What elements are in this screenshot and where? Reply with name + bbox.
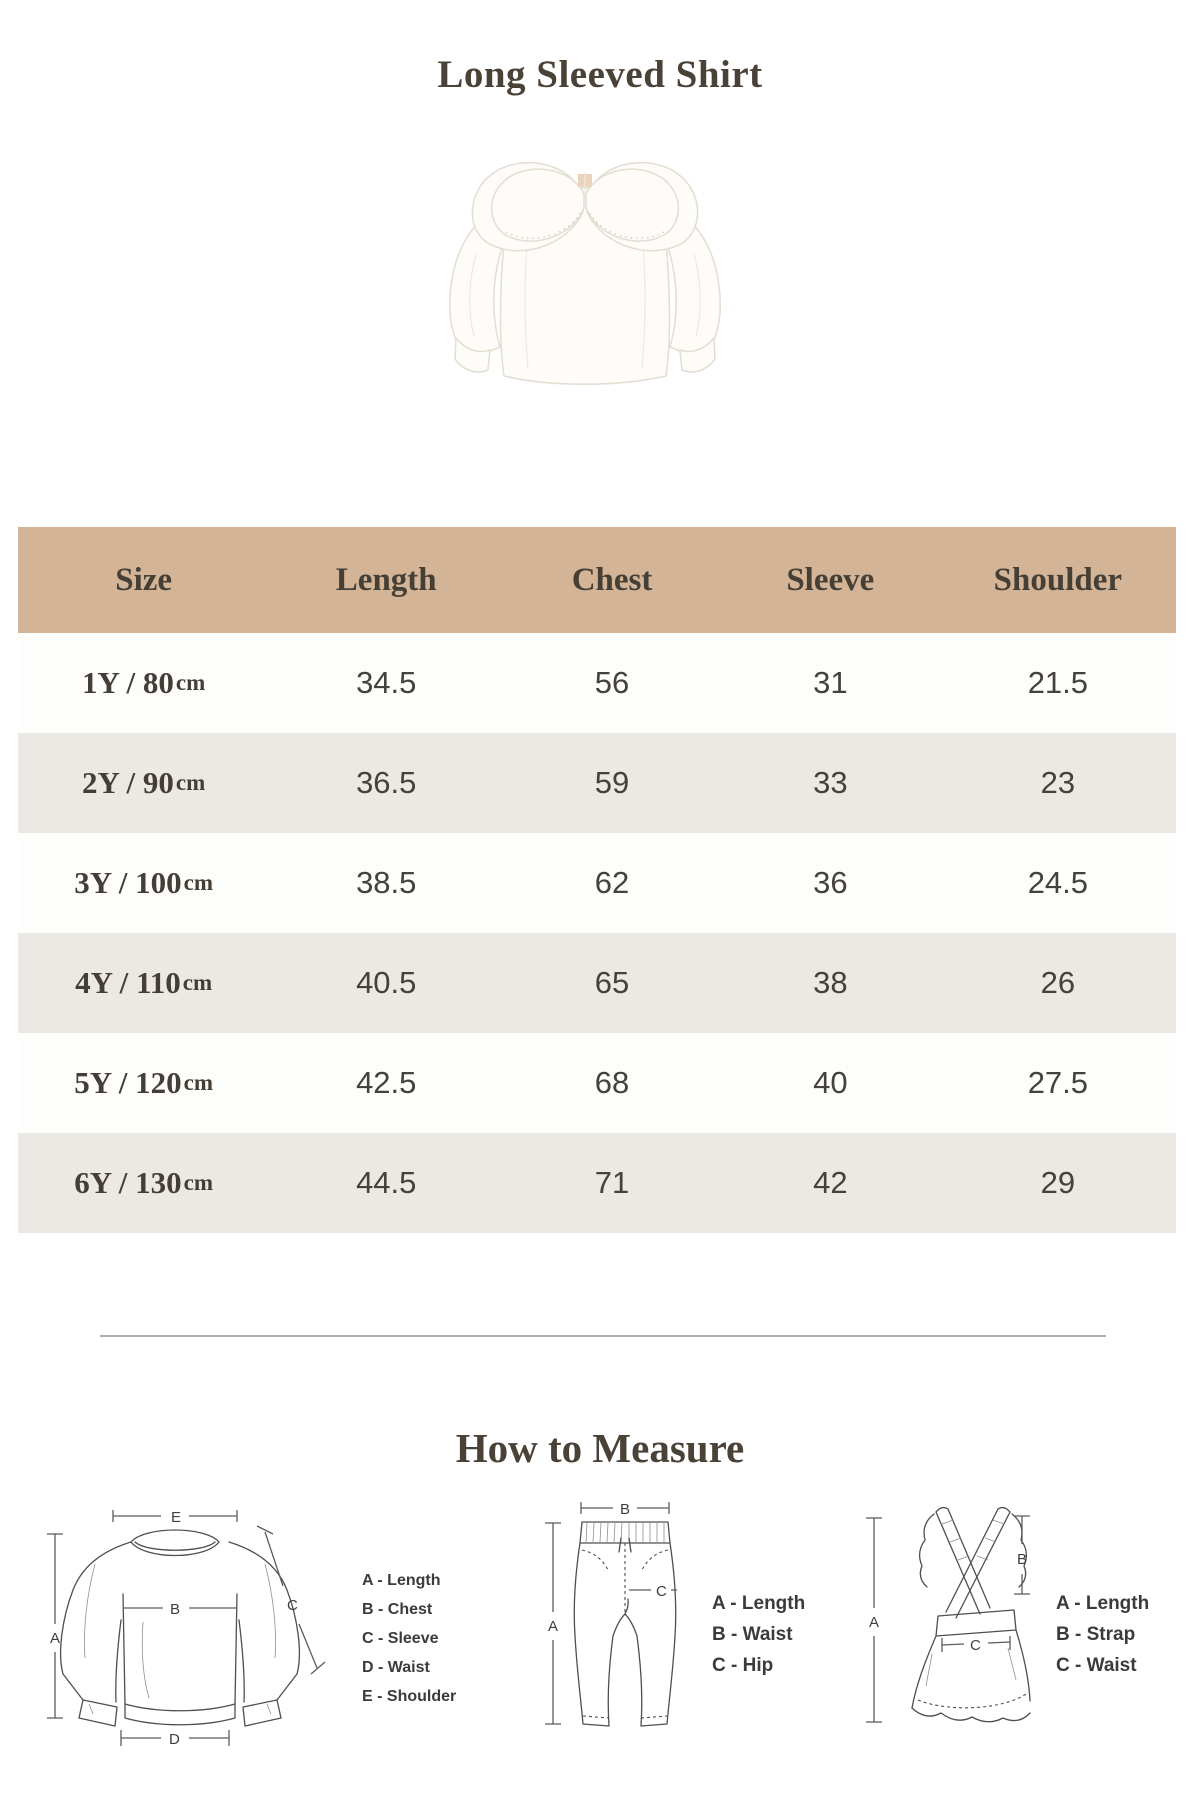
cell-shoulder: 29	[1040, 1165, 1076, 1200]
size-table	[18, 527, 1176, 1233]
how-to-measure-heading: How to Measure	[455, 1425, 745, 1471]
cell-sleeve: 42	[813, 1165, 848, 1200]
legend-item: A - Length	[362, 1572, 441, 1589]
cell-sleeve: 31	[813, 665, 848, 700]
cell-size: 6Y / 130 cm	[74, 1165, 213, 1200]
skirt-legend	[1056, 1588, 1149, 1681]
pants-legend	[712, 1588, 805, 1681]
svg-text:C: C	[970, 1637, 981, 1654]
legend-item: C - Hip	[712, 1655, 774, 1676]
cell-sleeve: 38	[813, 965, 848, 1000]
cell-size: 2Y / 90 cm	[82, 765, 206, 800]
sweater-measure-diagram	[25, 1502, 335, 1752]
column-header-chest: Chest	[571, 561, 653, 598]
cell-chest: 68	[594, 1065, 630, 1100]
cell-chest: 71	[594, 1165, 630, 1200]
legend-item: C - Waist	[1056, 1655, 1137, 1676]
cell-length: 40.5	[356, 965, 417, 1000]
legend-item: E - Shoulder	[362, 1688, 457, 1705]
svg-text:E: E	[171, 1509, 182, 1526]
cell-length: 38.5	[356, 865, 417, 900]
cell-chest: 59	[594, 765, 630, 800]
cell-chest: 65	[594, 965, 630, 1000]
cell-size: 1Y / 80 cm	[82, 665, 206, 700]
legend-item: A - Length	[1056, 1593, 1150, 1614]
cell-size: 4Y / 110 cm	[75, 965, 213, 1000]
svg-text:D: D	[169, 1731, 180, 1748]
svg-text:A: A	[50, 1630, 61, 1647]
legend-item: D - Waist	[362, 1659, 430, 1676]
column-header-shoulder: Shoulder	[993, 561, 1123, 598]
size-table-header	[18, 527, 1176, 633]
cell-length: 44.5	[356, 1165, 417, 1200]
cell-length: 34.5	[356, 665, 417, 700]
legend-item: B - Strap	[1056, 1624, 1136, 1645]
cell-chest: 62	[594, 865, 630, 900]
cell-length: 42.5	[356, 1065, 417, 1100]
table-row	[18, 933, 1176, 1033]
column-header-length: Length	[335, 561, 437, 598]
cell-sleeve: 36	[813, 865, 848, 900]
table-row	[18, 833, 1176, 933]
legend-item: C - Sleeve	[362, 1630, 439, 1647]
table-row	[18, 633, 1176, 733]
svg-text:A: A	[548, 1618, 559, 1635]
legend-item: B - Waist	[712, 1624, 793, 1645]
legend-item: B - Chest	[362, 1601, 433, 1618]
svg-text:C: C	[287, 1597, 298, 1614]
cell-shoulder: 23	[1040, 765, 1076, 800]
legend-item: A - Length	[712, 1593, 806, 1614]
svg-text:B: B	[1017, 1551, 1028, 1568]
cell-chest: 56	[594, 665, 630, 700]
table-row	[18, 1033, 1176, 1133]
cell-length: 36.5	[356, 765, 417, 800]
column-header-size: Size	[115, 561, 173, 598]
sweater-legend	[362, 1566, 456, 1711]
section-divider	[100, 1335, 1106, 1337]
cell-shoulder: 24.5	[1027, 865, 1089, 900]
svg-text:C: C	[656, 1583, 667, 1600]
table-row	[18, 733, 1176, 833]
cell-shoulder: 26	[1040, 965, 1076, 1000]
pants-measure-diagram	[525, 1496, 705, 1741]
cell-size: 3Y / 100 cm	[74, 865, 213, 900]
product-photo	[420, 143, 750, 395]
table-row	[18, 1133, 1176, 1233]
skirt-measure-diagram	[858, 1496, 1033, 1741]
page-title: Long Sleeved Shirt	[437, 53, 763, 96]
svg-text:A: A	[869, 1614, 880, 1631]
cell-sleeve: 40	[813, 1065, 848, 1100]
cell-shoulder: 21.5	[1027, 665, 1089, 700]
cell-shoulder: 27.5	[1027, 1065, 1089, 1100]
column-header-sleeve: Sleeve	[786, 561, 875, 598]
cell-size: 5Y / 120 cm	[74, 1065, 213, 1100]
svg-text:B: B	[170, 1601, 181, 1618]
svg-text:B: B	[620, 1501, 631, 1518]
cell-sleeve: 33	[813, 765, 848, 800]
